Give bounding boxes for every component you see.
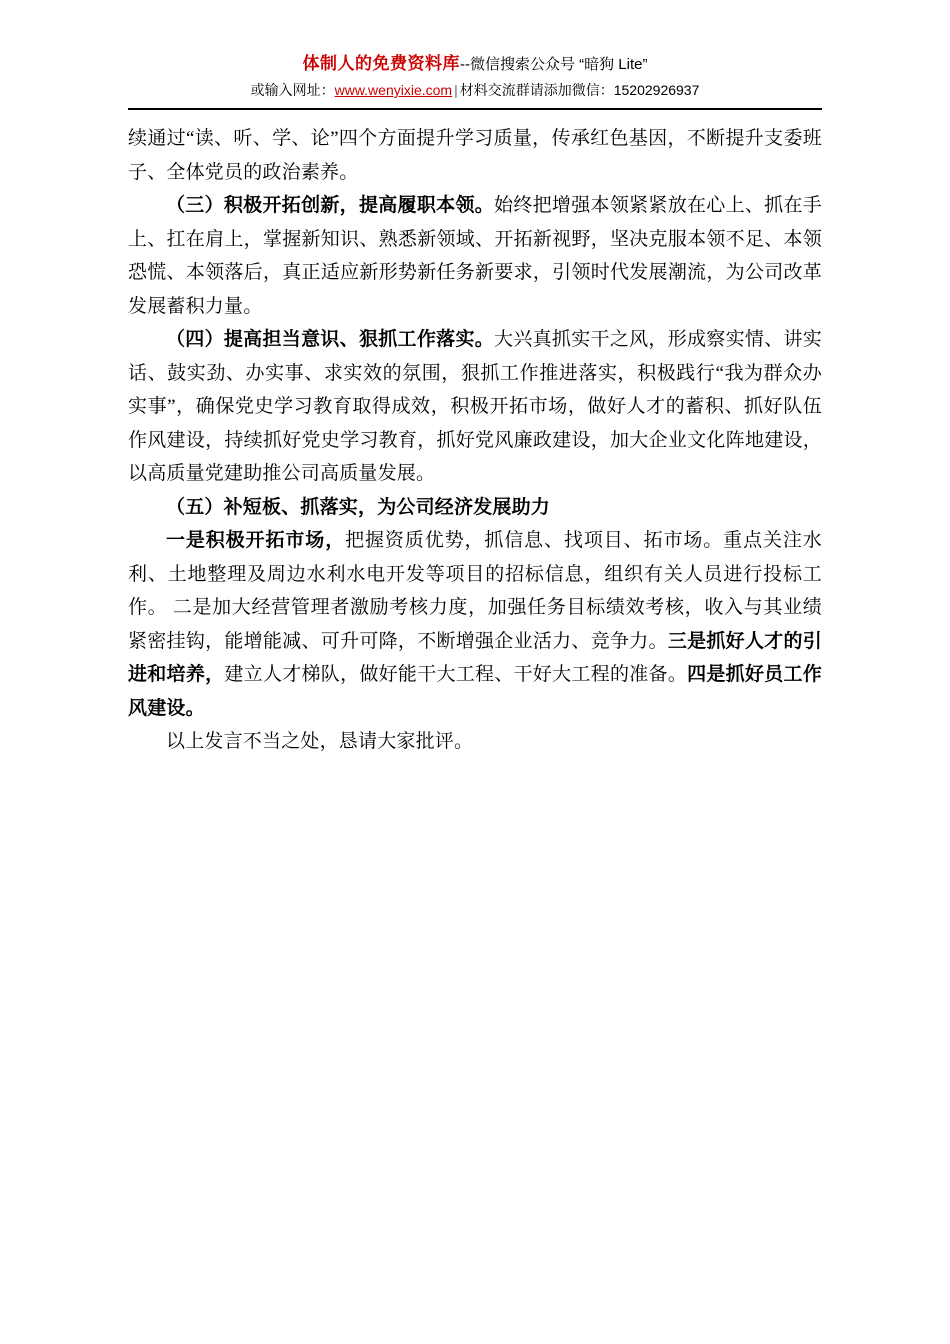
promo-header-line-1 [128, 52, 822, 77]
paragraph-section-three [128, 189, 822, 323]
text-run-bold: 三是抓好人才的引进和培养， [128, 630, 822, 685]
document-body [128, 122, 822, 759]
promo-contact-text: 材料交流群请添加微信：15202926937 [459, 82, 700, 98]
text-run: 大兴真抓实干之风，形成察实情、讲实话、鼓实劲、办实事、求实效的氛围，狠抓工作推进落实，积极践行“我为群众办实事”，确保党史学习教育取得成效，积极开拓市场，做好人才的蓄积、抓好队伍作风建设，持续抓好党史学习教育，抓好党风廉政建设，加大企业文化阵地建设，以高质量党建助推公司高质量发展。 [128, 329, 822, 484]
text-run-bold: （三）积极开拓创新，提高履职本领。 [166, 195, 495, 216]
promo-header [128, 52, 822, 101]
paragraph-continued [128, 122, 822, 189]
text-run: 以上发言不当之处，恳请大家批评。 [166, 731, 474, 752]
header-divider [128, 108, 822, 110]
promo-title: 体制人的免费资料库 [302, 54, 460, 73]
promo-separator: | [454, 82, 458, 98]
paragraph-section-five-body [128, 524, 822, 725]
paragraph-section-four [128, 323, 822, 491]
text-run-bold: （五）补短板、抓落实，为公司经济发展助力 [166, 496, 551, 518]
promo-subtitle: --微信搜索公众号 “暗狗 Lite” [459, 56, 648, 73]
text-run-bold: 四是抓好员工作风建设。 [128, 664, 822, 719]
text-run: 续通过“读、听、学、论”四个方面提升学习质量，传承红色基因，不断提升支委班子、全体党员的政治素养。 [128, 128, 822, 183]
promo-url-prefix: 或输入网址： [250, 82, 335, 98]
promo-url-link[interactable]: www.wenyixie.com [334, 82, 453, 98]
promo-header-line-2 [128, 79, 822, 101]
paragraph-section-five-heading [128, 491, 822, 525]
text-run-bold: （四）提高担当意识、狠抓工作落实。 [166, 329, 495, 350]
text-run-bold: 一是积极开拓市场， [166, 530, 346, 551]
text-run: 建立人才梯队，做好能干大工程、干好大工程的准备。 [224, 664, 688, 685]
paragraph-closing [128, 725, 822, 759]
text-run: 始终把增强本领紧紧放在心上、抓在手上、扛在肩上，掌握新知识、熟悉新领域、开拓新视野，坚决克服本领不足、本领恐慌、本领落后，真正适应新形势新任务新要求，引领时代发展潮流，为公司改革发展蓄积力量。 [128, 195, 822, 317]
text-run: 把握资质优势，抓信息、找项目、拓市场。重点关注水利、土地整理及周边水利水电开发等项目的招标信息，组织有关人员进行投标工作。 二是加大经营管理者激励考核力度，加强任务目标绩效考核，收入与其业绩紧密挂钩，能增能减、可升可降，不断增强企业活力、竞争力。 [128, 530, 822, 652]
